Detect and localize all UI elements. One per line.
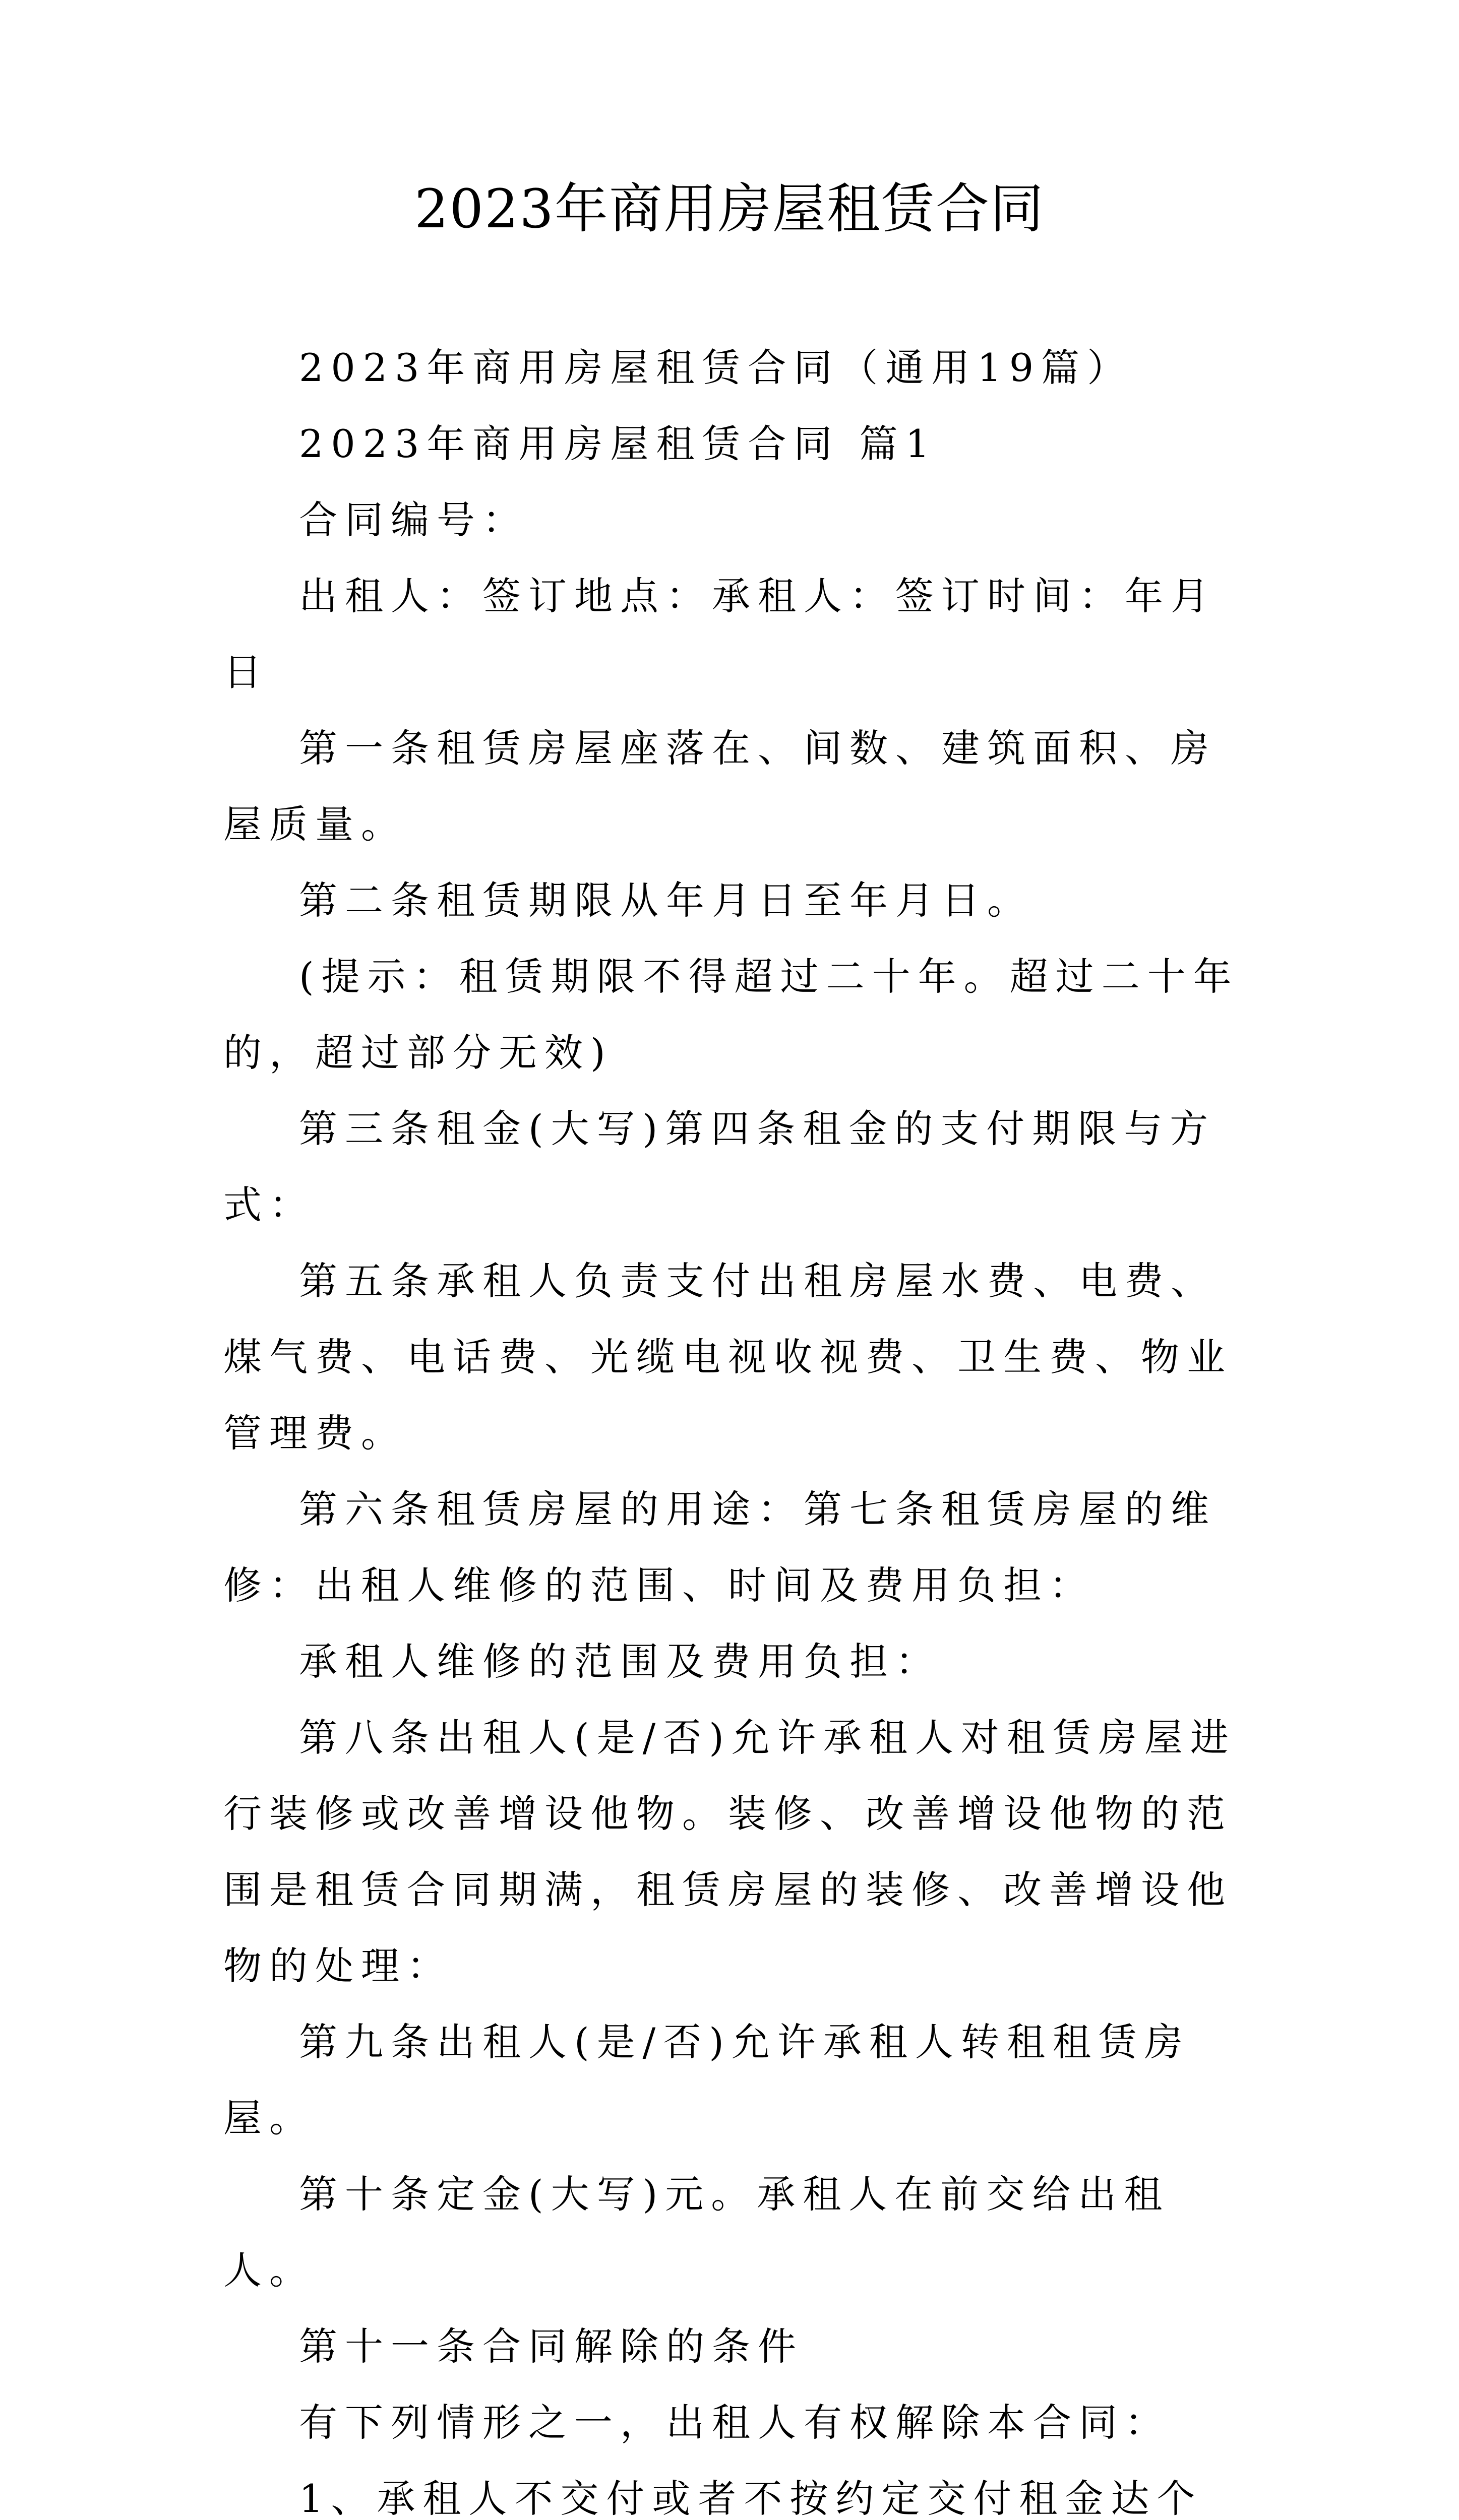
paragraph: 第一条租赁房屋座落在、间数、建筑面积、房屋质量。 (223, 726, 1217, 847)
paragraph: 第三条租金(大写)第四条租金的支付期限与方式： (223, 1106, 1216, 1227)
paragraph: 2023年商用房屋租赁合同（通用19篇） (299, 345, 1133, 390)
paragraph: 2023年商用房屋租赁合同 篇1 (299, 421, 937, 466)
paragraph: 第九条出租人(是/否)允许承租人转租租赁房屋。 (223, 2020, 1190, 2140)
document-title: 2023年商用房屋租赁合同 (414, 178, 1045, 240)
paragraph: 第五条承租人负责支付出租房屋水费、电费、煤气费、电话费、光缆电视收视费、卫生费、物业管理费。 (223, 1258, 1233, 1456)
paragraph: (提示：租赁期限不得超过二十年。超过二十年的，超过部分无效) (223, 954, 1239, 1075)
paragraph: 第六条租赁房屋的用途：第七条租赁房屋的维修：出租人维修的范围、时间及费用负担： (223, 1487, 1217, 1608)
paragraph: 第二条租赁期限从年月日至年月日。 (299, 878, 1033, 923)
paragraph: 出租人：签订地点：承租人：签订时间：年月日 (223, 574, 1217, 695)
paragraph: 合同编号： (299, 497, 528, 542)
paragraph: 第十条定金(大写)元。承租人在前交给出租人。 (223, 2172, 1170, 2293)
paragraph: 第八条出租人(是/否)允许承租人对租赁房屋进行装修或改善增设他物。装修、改善增设他物的范围是租赁合同期满，租赁房屋的装修、改善增设他物的处理： (223, 1715, 1236, 1988)
paragraph: 第十一条合同解除的条件 (299, 2324, 804, 2369)
paragraph: 承租人维修的范围及费用负担： (299, 1639, 941, 1684)
paragraph: 有下列情形之一，出租人有权解除本合同： (299, 2400, 1171, 2445)
document-body (223, 330, 1242, 2520)
paragraph: 1、承租人不交付或者不按约定交付租金达个 (299, 2476, 1203, 2520)
